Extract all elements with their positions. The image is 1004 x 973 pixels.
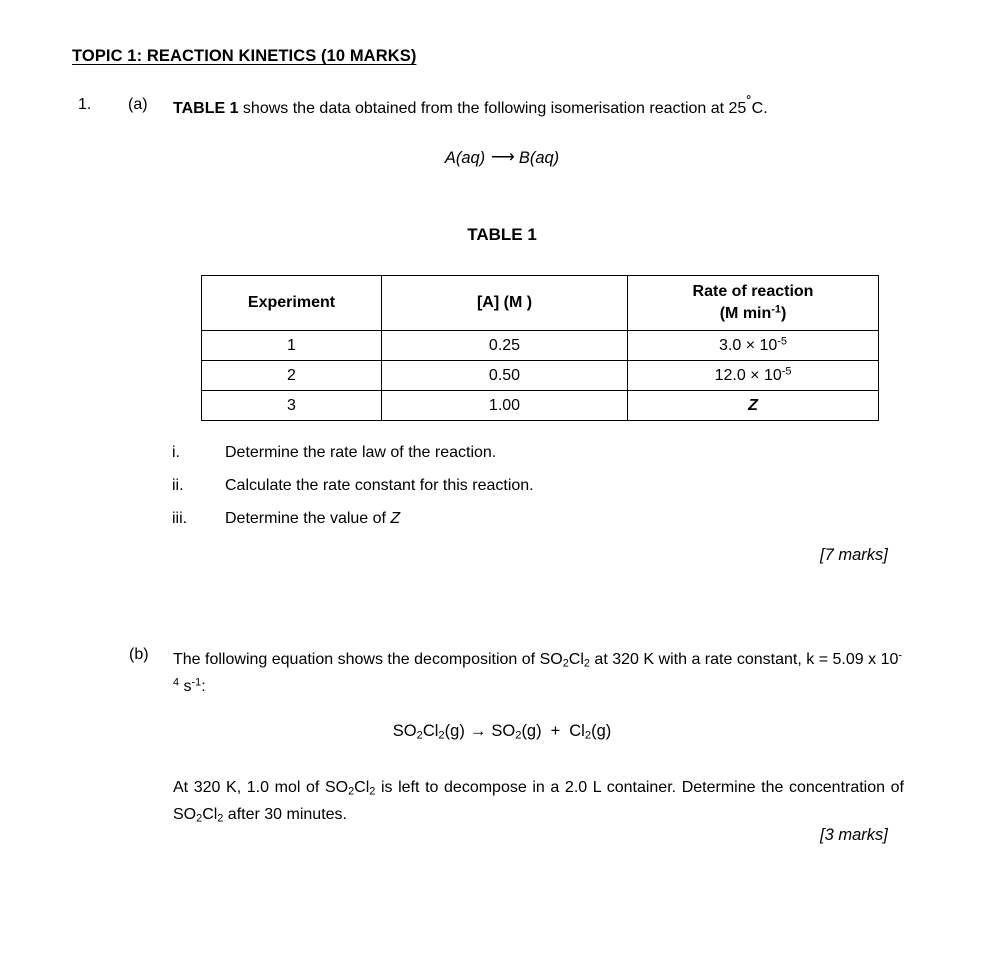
part-b-sub1: 2 [562,657,569,670]
equation-reactant: A(aq) [444,149,486,167]
table-caption: TABLE 1 [467,225,537,244]
header-rate-unit-prefix: (M min [719,305,772,322]
part-b-sub2: 2 [583,657,590,670]
tail-sub1: 2 [348,785,355,798]
sub-question-text: Calculate the rate constant for this reaction. [225,477,534,494]
table-body [202,331,879,421]
tail-sub4: 2 [217,812,224,825]
cell-experiment: 3 [202,391,382,421]
sub-question-text-before: Determine the value of [225,510,391,527]
sub-question-text: Determine the rate law of the reaction. [225,444,497,461]
part-a-label: (a) [128,96,148,113]
part-b-tail-statement [173,774,904,828]
tail-sub3: 2 [196,812,203,825]
part-b-seg2: Cl [568,651,584,668]
tail-seg5: after 30 minutes. [223,806,347,823]
part-b-statement [173,646,902,700]
product-so2: SO [491,722,516,740]
cell-rate-mantissa: 12.0 × 10 [714,366,782,384]
cell-concentration: 0.25 [382,331,628,361]
sub-question-iii [172,510,872,543]
reaction-arrow-icon: ⟶ [491,148,513,166]
table-header-row [202,276,879,331]
cell-concentration: 0.50 [382,361,628,391]
equation-product: B(aq) [518,149,560,167]
reactant-so2cl2: SO [392,722,417,740]
header-rate-of-reaction [628,276,879,331]
reactant-sub-2: 2 [438,729,445,742]
cell-rate [628,331,879,361]
header-concentration: [A] (M ) [382,276,628,331]
product-cl2: Cl [569,722,585,740]
cell-experiment: 1 [202,331,382,361]
part-b-sup2: -1 [191,676,202,689]
product-so2-sub: 2 [515,729,522,742]
sub-question-ii [172,477,872,510]
topic-heading: TOPIC 1: REACTION KINETICS (10 MARKS) [72,47,417,65]
table-header [202,276,879,331]
table-row [202,391,879,421]
table-row [202,331,879,361]
tail-seg1: At 320 K, 1.0 mol of SO [173,779,349,796]
plus-sign-icon: + [550,722,561,740]
sub-question-list [172,444,872,543]
sub-question-italic-variable: Z [390,510,401,527]
cell-rate [628,361,879,391]
part-b-label: (b) [129,646,149,663]
product-cl2-state: (g) [591,722,612,740]
header-rate-unit-exponent: -1 [771,303,781,316]
sub-question-text [225,510,872,528]
cell-rate-exponent: -5 [777,335,787,348]
product-so2-state: (g) [521,722,542,740]
part-a-table-reference: TABLE 1 [173,100,239,117]
cell-experiment: 2 [202,361,382,391]
cell-concentration: 1.00 [382,391,628,421]
tail-seg4: Cl [202,806,218,823]
product-cl2-sub: 2 [584,729,592,742]
unknown-value-z: Z [748,396,758,414]
part-b-seg1: The following equation shows the decomposition of SO [173,651,563,668]
question-number: 1. [78,96,92,113]
part-b-sup1: -4 [173,649,903,689]
sub-question-numeral: ii. [172,477,184,494]
sub-question-numeral: iii. [172,510,188,527]
part-b-seg4: s [179,678,192,695]
reaction-arrow-icon: → [469,722,487,740]
header-rate-unit-suffix: ) [780,305,787,322]
marks-part-b: [3 marks] [820,826,888,844]
part-a-statement-tail: C. [751,100,768,117]
header-rate-line1: Rate of reaction [692,283,814,300]
kinetics-data-table [201,275,879,421]
decomposition-equation [0,722,1004,741]
cell-rate-unknown [628,391,879,421]
tail-sub2: 2 [369,785,376,798]
header-experiment: Experiment [202,276,382,331]
table-row [202,361,879,391]
part-b-seg5: : [201,678,206,695]
tail-seg2: Cl [354,779,370,796]
reactant-state: (g) [444,722,465,740]
degree-symbol: ˚ [746,95,752,112]
reactant-cl: Cl [422,722,439,740]
cell-rate-exponent: -5 [781,365,792,378]
cell-rate-mantissa: 3.0 × 10 [719,336,778,354]
isomerisation-equation [0,148,1004,168]
sub-question-i [172,444,872,477]
reactant-sub-1: 2 [416,729,423,742]
part-a-statement-rest: shows the data obtained from the following isomerisation reaction at 25 [238,100,747,117]
part-a-statement [173,96,913,122]
tail-seg3: is left to decompose in a 2.0 L container. Determine the concentration of SO [173,779,904,823]
part-b-seg3: at 320 K with a rate constant, k = 5.09 x 10 [589,651,899,668]
sub-question-numeral: i. [172,444,180,461]
marks-part-a: [7 marks] [820,546,888,564]
